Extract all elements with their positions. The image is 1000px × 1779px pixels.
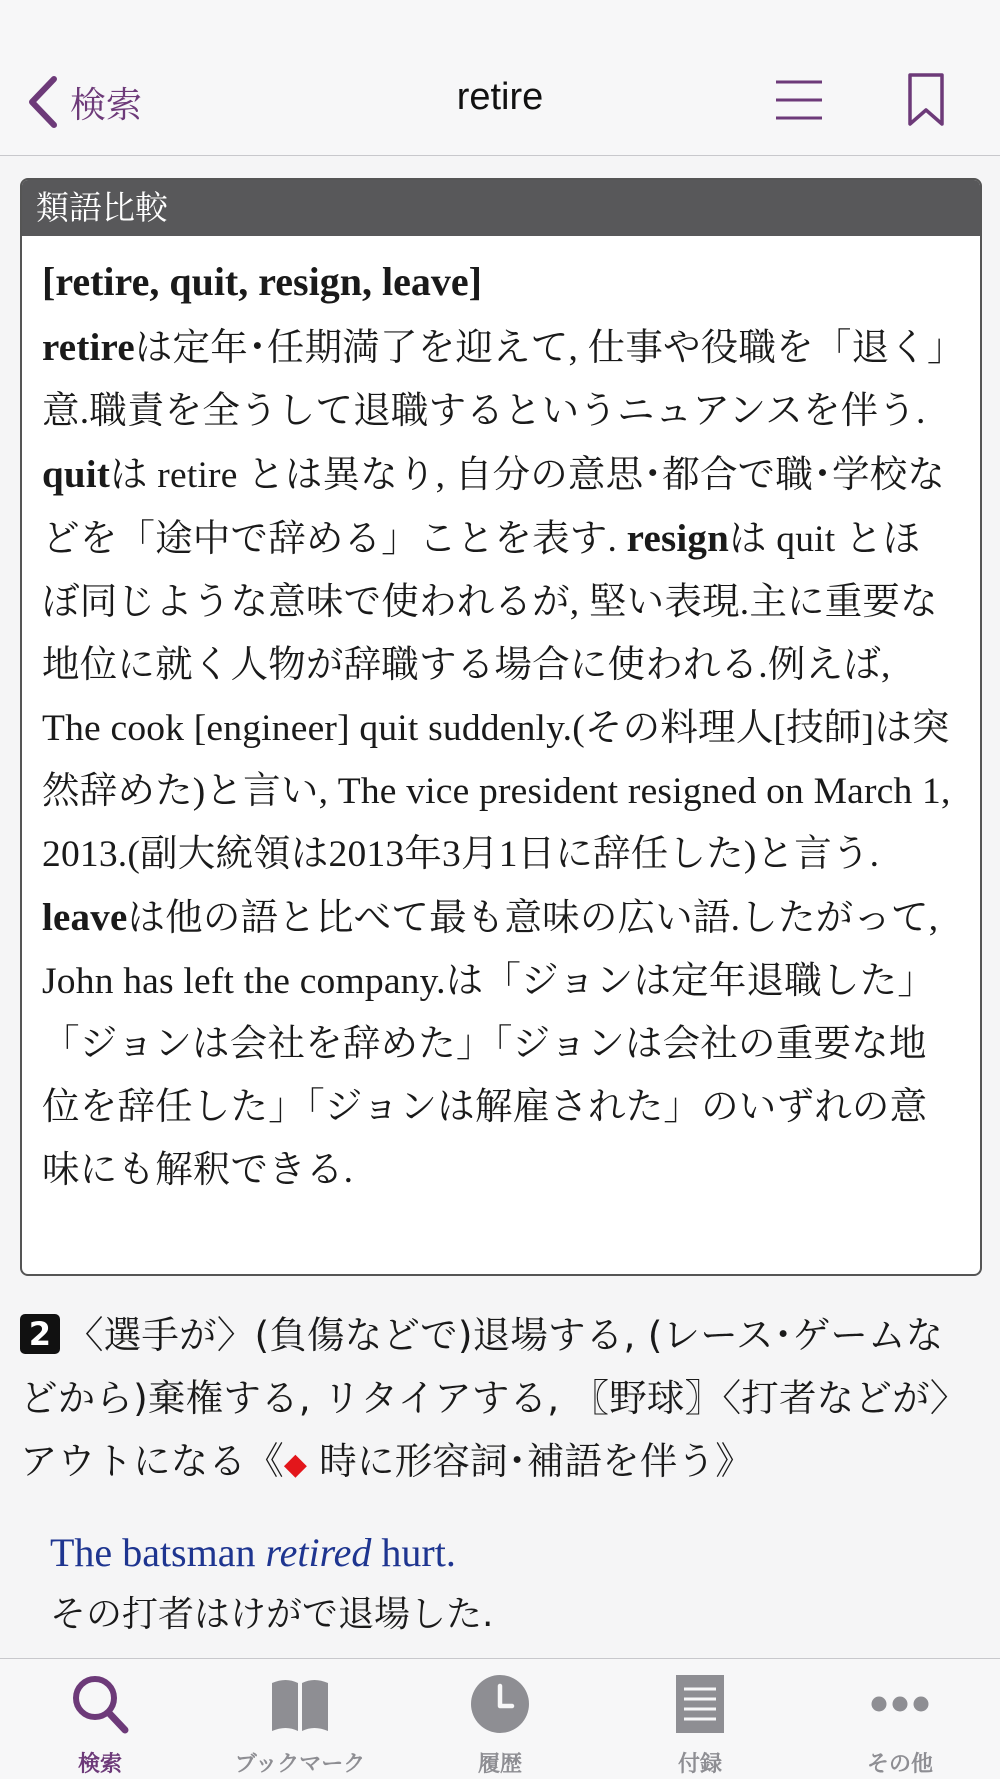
back-button[interactable] (26, 70, 142, 134)
tab-appendix[interactable] (600, 1659, 800, 1779)
synonym-comparison-header: 類語比較 (22, 180, 980, 236)
tab-bookmarks[interactable] (200, 1659, 400, 1779)
synonym-comparison-body (22, 236, 980, 1202)
document-icon (670, 1673, 730, 1735)
back-button-label: 検索 (70, 84, 143, 126)
sense-definition (20, 1304, 980, 1496)
comparison-text: は他の語と比べて最も意味の広い語.したがって, John has left the company.は「ジョンは定年退職した」「ジョンは会社を辞めた」「ジョンは会社の重要な地位を辞任した」「ジョンは解雇された」のいずれの意味にも解釈できる. (42, 898, 939, 1191)
tab-search[interactable] (0, 1659, 200, 1779)
comparison-text: は quit とほぼ同じような意味で使われるが, 堅い表現.主に重要な地位に就く人物が辞職する場合に使われる.例えば, The cook [engineer] quit suddenly.(その料理人[技師]は突然辞めた)と言い, The vice president resigned on March 1, 2013.(副大統領は2013年3月1日に辞任した)と言う. (42, 519, 951, 875)
example-text: The batsman (50, 1530, 266, 1575)
example-sentence-english (50, 1526, 456, 1580)
search-icon (70, 1673, 130, 1735)
diamond-icon: ◆ (283, 1447, 308, 1482)
tab-more[interactable] (800, 1659, 1000, 1779)
headword-resign: resign (626, 517, 729, 560)
clock-icon (470, 1673, 530, 1735)
tab-label: その他 (866, 1752, 933, 1777)
tab-label: 履歴 (477, 1752, 522, 1777)
synonym-comparison-text (42, 316, 958, 1202)
tab-label: 検索 (77, 1752, 122, 1777)
tab-bar (0, 1658, 1000, 1779)
sense-note: 時に形容詞･補語を伴う》 (307, 1439, 753, 1483)
tab-label: 付録 (677, 1752, 722, 1777)
tab-label: ブックマーク (234, 1752, 366, 1777)
tab-history[interactable] (400, 1659, 600, 1779)
book-icon (270, 1673, 330, 1735)
example-headword: retired (265, 1530, 372, 1575)
bookmark-icon[interactable] (906, 72, 946, 128)
headword-retire: retire (42, 326, 135, 369)
more-icon (870, 1673, 930, 1735)
example-text: hurt. (371, 1530, 456, 1575)
menu-icon[interactable] (774, 78, 824, 122)
synonym-group-heading: [retire, quit, resign, leave] (42, 259, 482, 304)
sense-text: 〈選手が〉(負傷などで)退場する, (レース･ゲームなどから)棄権する, リタイアする, 〖野球〗〈打者などが〉アウトになる《 (20, 1313, 968, 1483)
headword-quit: quit (42, 453, 111, 496)
navigation-bar (0, 0, 1000, 156)
headword-leave: leave (42, 896, 128, 939)
chevron-left-icon (26, 75, 60, 129)
page-title: retire (456, 76, 544, 118)
sense-number-badge: 2 (20, 1314, 60, 1354)
example-sentence-japanese: その打者はけがで退場した. (50, 1594, 494, 1635)
comparison-text: は retire とは異なり, 自分の意思･都合で職･学校などを「途中で辞める」ことを表す. (42, 455, 946, 560)
synonym-comparison-box (20, 178, 982, 1276)
entry-content[interactable] (0, 156, 1000, 1656)
comparison-text: は定年･任期満了を迎えて, 仕事や役職を「退く」意.職責を全うして退職するというニュアンスを伴う. (42, 328, 946, 432)
